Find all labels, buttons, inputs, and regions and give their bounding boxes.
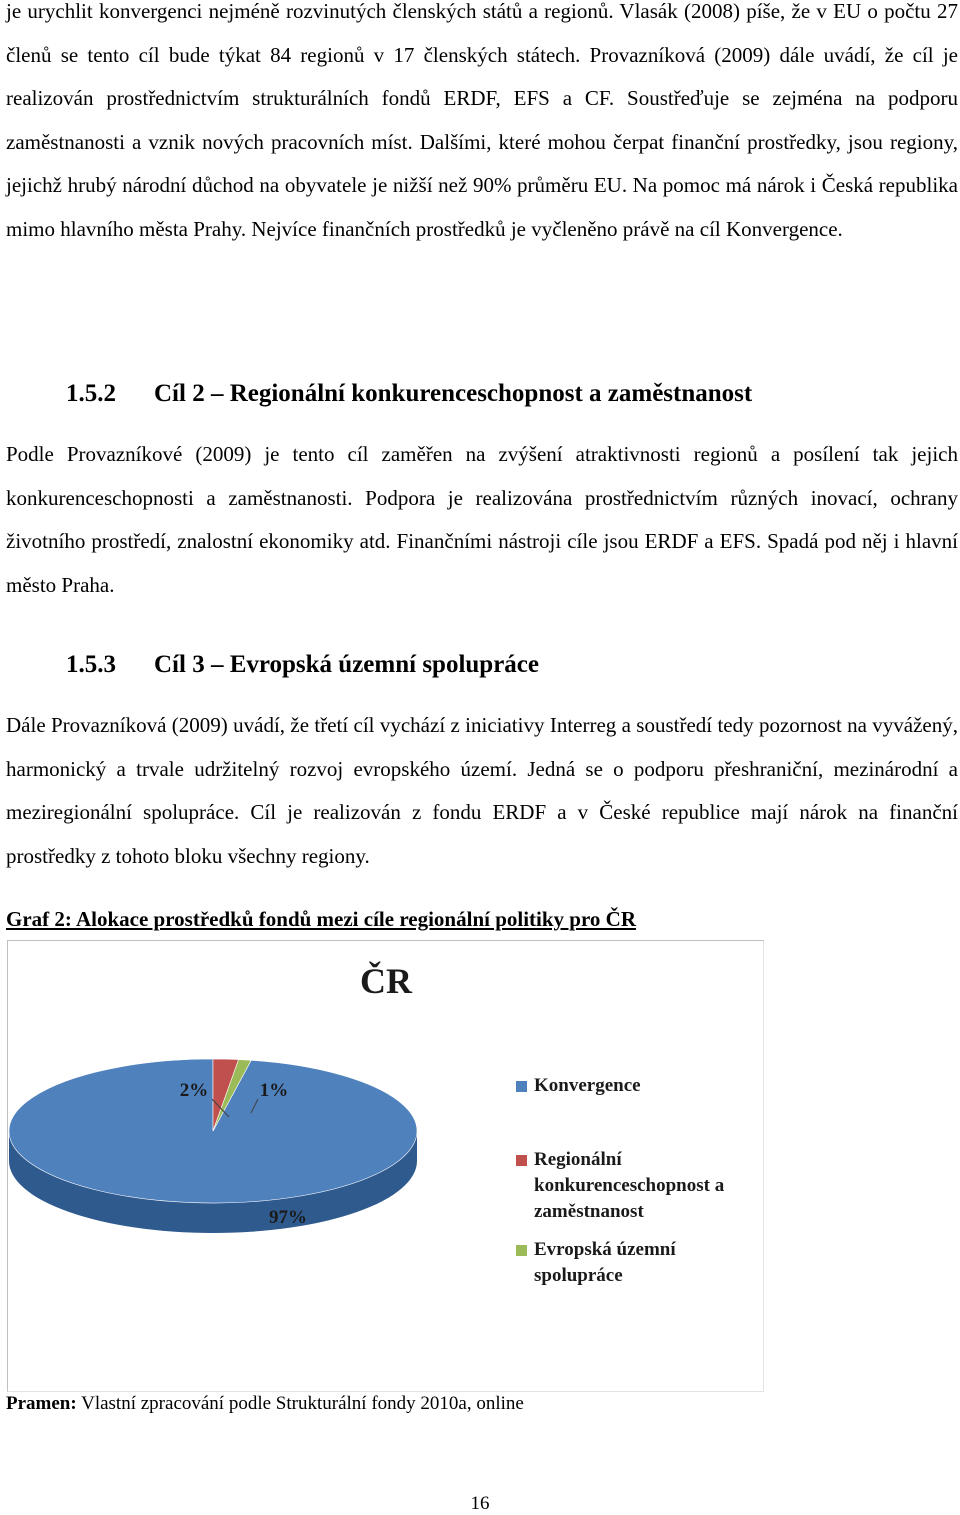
page-number: 16 bbox=[470, 1493, 490, 1514]
figure-caption: Graf 2: Alokace prostředků fondů mezi cíle regionální politiky pro ČR bbox=[6, 907, 637, 931]
chart-title: ČR bbox=[360, 961, 412, 1001]
legend-label-2-1: spolupráce bbox=[534, 1265, 623, 1286]
data-label-1: 2% bbox=[179, 1080, 209, 1101]
paragraph-cil-3: Dále Provazníková (2009) uvádí, že třetí cíl vychází z iniciativy Interreg a soustředí tedy pozornost na vyvážený, harmonický a trvale udržitelný rozvoj evropského území. Jedná se o podporu přeshraniční, mezinárodní a meziregionální spolupráce. Cíl je realizován z fondu ERDF a v České republice mají nárok na finanční prostředky z tohoto bloku všechny regiony. bbox=[6, 713, 958, 868]
pie-chart-frame bbox=[7, 940, 764, 1392]
heading-cil-2 bbox=[66, 380, 752, 408]
heading-cil-3-number: 1.5.3 bbox=[66, 651, 116, 678]
legend-label-1-1: konkurenceschopnost a bbox=[534, 1175, 725, 1196]
paragraph-convergence: je urychlit konvergenci nejméně rozvinutých členských států a regionů. Vlasák (2008) píše, že v EU o počtu 27 členů se tento cíl bude týkat 84 regionů v 17 členských státech. Provazníková (2009) dále uvádí, že cíl je realizován prostřednictvím strukturálních fondů ERDF, EFS a CF. Soustřeďuje se zejména na podporu zaměstnanosti a vznik nových pracovních míst. Dalšími, které mohou čerpat finanční prostředky, jsou regiony, jejichž hrubý národní důchod na obyvatele je nižší než 90% průměru EU. Na pomoc má nárok i Česká republika mimo hlavního města Prahy. Nejvíce finančních prostředků je vyčleněno právě na cíl Konvergence. bbox=[6, 0, 958, 241]
legend-label-1-2: zaměstnanost bbox=[534, 1201, 644, 1222]
heading-cil-3 bbox=[66, 651, 539, 679]
legend-swatch-2 bbox=[516, 1245, 527, 1256]
heading-cil-3-text: Cíl 3 – Evropská územní spolupráce bbox=[154, 651, 539, 678]
legend-label-1-0: Regionální bbox=[534, 1149, 622, 1170]
data-label-2: 1% bbox=[259, 1080, 289, 1101]
source-text: Vlastní zpracování podle Strukturální fondy 2010a, online bbox=[76, 1393, 524, 1414]
pie-chart bbox=[8, 941, 763, 1391]
data-label-0: 97% bbox=[269, 1207, 307, 1228]
paragraph-cil-2: Podle Provazníkové (2009) je tento cíl zaměřen na zvýšení atraktivnosti regionů a posílení tak jejich konkurenceschopnosti a zaměstnanosti. Podpora je realizována prostřednictvím různých inovací, ochrany životního prostředí, znalostní ekonomiky atd. Finančními nástroji cíle jsou ERDF a EFS. Spadá pod něj i hlavní město Praha. bbox=[6, 442, 958, 597]
legend-swatch-0 bbox=[516, 1081, 527, 1092]
source-label: Pramen: bbox=[6, 1393, 77, 1414]
legend-swatch-1 bbox=[516, 1155, 527, 1166]
heading-cil-2-number: 1.5.2 bbox=[66, 380, 116, 407]
legend-label-2-0: Evropská územní bbox=[534, 1239, 676, 1260]
heading-cil-2-text: Cíl 2 – Regionální konkurenceschopnost a zaměstnanost bbox=[154, 380, 753, 407]
figure-source bbox=[6, 1393, 524, 1415]
legend-label-0-0: Konvergence bbox=[534, 1075, 641, 1096]
